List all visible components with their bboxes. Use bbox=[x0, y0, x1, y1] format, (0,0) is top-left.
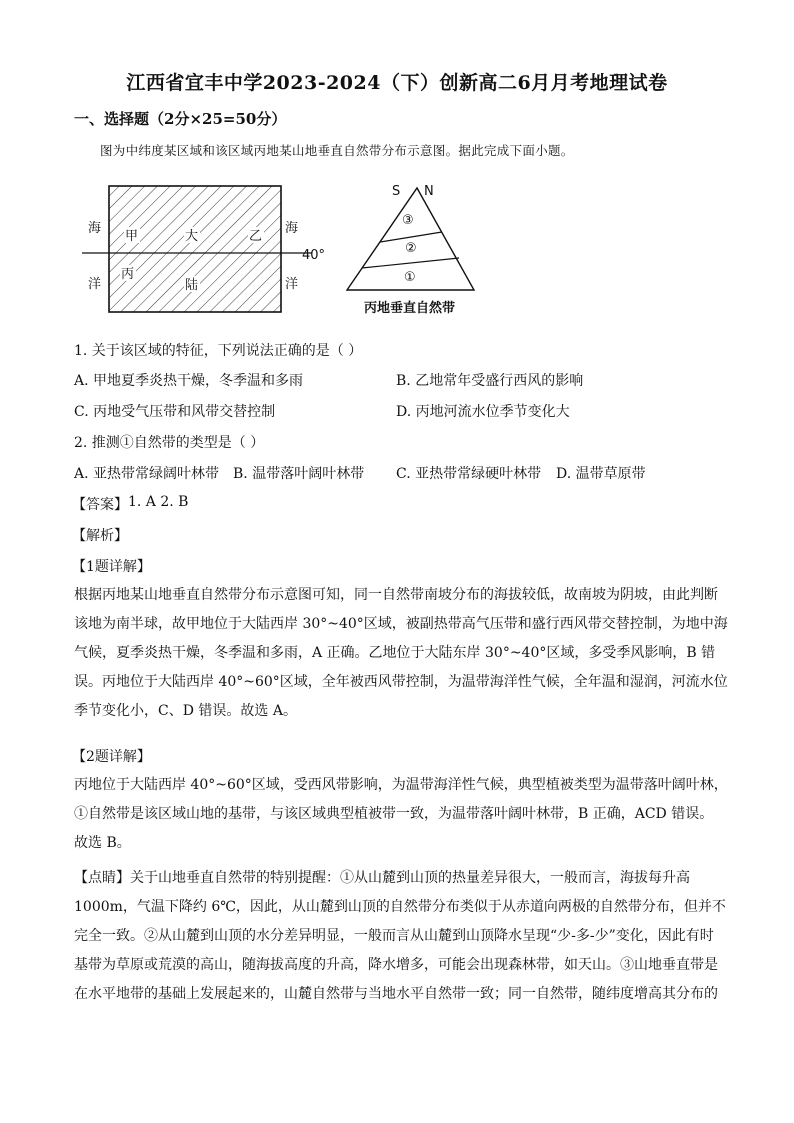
detail-2-line: 故选 B。 bbox=[74, 835, 131, 851]
detail-1-line: 气候，夏季炎热干燥，冬季温和多雨，A 正确。乙地位于大陆东岸 30°~40°区域，多受季风影响，B 错 bbox=[74, 645, 716, 661]
label-yi: 乙 bbox=[249, 229, 263, 244]
answer-tag: 【答案】 bbox=[72, 497, 128, 513]
section-heading: 一、选择题（2分×25=50分） bbox=[74, 110, 287, 128]
label-lu: 陆 bbox=[185, 278, 199, 293]
sea-left-top: 海 bbox=[88, 221, 102, 236]
question-2-option-a: A. 亚热带常绿阔叶林带 bbox=[74, 466, 220, 482]
zone-2-label: ② bbox=[405, 241, 417, 256]
tip-line bbox=[74, 864, 724, 893]
continent-block bbox=[109, 186, 281, 312]
question-2-stem: 2. 推测①自然带的类型是（ ） bbox=[74, 435, 265, 451]
detail-2-line: 丙地位于大陆西岸 40°~60°区域，受西风带影响，为温带海洋性气候，典型植被类型为温带落叶阔叶林， bbox=[74, 777, 728, 793]
slope-s-label: S bbox=[392, 184, 401, 199]
slope-n-label: N bbox=[424, 184, 434, 199]
question-1-option-c: C. 丙地受气压带和风带交替控制 bbox=[74, 404, 276, 420]
figure bbox=[74, 180, 504, 320]
label-da: 大 bbox=[185, 229, 199, 244]
vertical-zone-diagram bbox=[347, 184, 474, 316]
label-jia: 甲 bbox=[125, 229, 139, 244]
detail-2-tag: 【2题详解】 bbox=[72, 749, 151, 765]
question-1-option-d: D. 丙地河流水位季节变化大 bbox=[396, 404, 570, 420]
answer-text: 1. A 2. B bbox=[128, 494, 189, 510]
analysis-tag: 【解析】 bbox=[72, 528, 128, 544]
latitude-label: 40° bbox=[302, 248, 326, 263]
page-title: 江西省宜丰中学2023-2024（下）创新高二6月月考地理试卷 bbox=[126, 72, 668, 94]
detail-1-line: 该地为南半球，故甲地位于大陆西岸 30°~40°区域，被副热带高气压带和盛行西风带交替控制，为地中海 bbox=[74, 616, 728, 632]
tip-tag: 【点睛】 bbox=[74, 870, 130, 886]
sea-right-top: 海 bbox=[285, 221, 299, 236]
zone-3-label: ③ bbox=[402, 213, 414, 228]
sea-left-bottom: 洋 bbox=[88, 277, 102, 292]
region-map bbox=[82, 186, 325, 312]
question-2-option-c: C. 亚热带常绿硬叶林带 bbox=[396, 466, 542, 482]
detail-2-line: ①自然带是该区域山地的基带，与该区域典型植被带一致，为温带落叶阔叶林带，B 正确，ACD 错误。 bbox=[74, 806, 714, 822]
question-1-option-b: B. 乙地常年受盛行西风的影响 bbox=[396, 373, 584, 389]
tip-line: 完全一致。②从山麓到山顶的水分差异明显，一般而言从山麓到山顶降水呈现“少-多-少”变化，因此有时 bbox=[74, 928, 714, 944]
detail-1-line: 误。丙地位于大陆西岸 40°~60°区域，全年被西风带控制，为温带海洋性气候，全年温和湿润，河流水位 bbox=[74, 674, 728, 690]
detail-1-line: 根据丙地某山地垂直自然带分布示意图可知，同一自然带南坡分布的海拔较低，故南坡为阴坡，由此判断 bbox=[74, 587, 718, 603]
detail-1-line: 季节变化小，C、D 错误。故选 A。 bbox=[74, 703, 297, 719]
tip-line-text: 关于山地垂直自然带的特别提醒：①从山麓到山顶的热量差异很大，一般而言，海拔每升高 bbox=[130, 870, 690, 886]
question-2-option-b: B. 温带落叶阔叶林带 bbox=[233, 466, 365, 482]
zone-1-label: ① bbox=[404, 270, 416, 285]
tip-paragraph bbox=[74, 864, 724, 1009]
question-1-stem: 1. 关于该区域的特征，下列说法正确的是（ ） bbox=[74, 343, 363, 359]
diagram-caption: 丙地垂直自然带 bbox=[364, 301, 456, 316]
detail-1-tag: 【1题详解】 bbox=[72, 559, 151, 575]
question-2-option-d: D. 温带草原带 bbox=[556, 466, 646, 482]
question-intro: 图为中纬度某区域和该区域丙地某山地垂直自然带分布示意图。据此完成下面小题。 bbox=[100, 143, 574, 158]
detail-2-paragraph bbox=[74, 771, 728, 858]
question-1-option-a: A. 甲地夏季炎热干燥，冬季温和多雨 bbox=[74, 373, 304, 389]
tip-line: 基带为草原或荒漠的高山，随海拔高度的升高，降水增多，可能会出现森林带，如天山。③山地垂直带是 bbox=[74, 957, 718, 973]
detail-1-paragraph bbox=[74, 581, 728, 726]
tip-line: 在水平地带的基础上发展起来的，山麓自然带与当地水平自然带一致；同一自然带，随纬度增高其分布的 bbox=[74, 986, 718, 1002]
tip-line: 1000m，气温下降约 6℃，因此，从山麓到山顶的自然带分布类似于从赤道向两极的自然带分布，但并不 bbox=[74, 899, 726, 915]
label-bing: 丙 bbox=[121, 267, 135, 282]
sea-right-bottom: 洋 bbox=[285, 277, 299, 292]
